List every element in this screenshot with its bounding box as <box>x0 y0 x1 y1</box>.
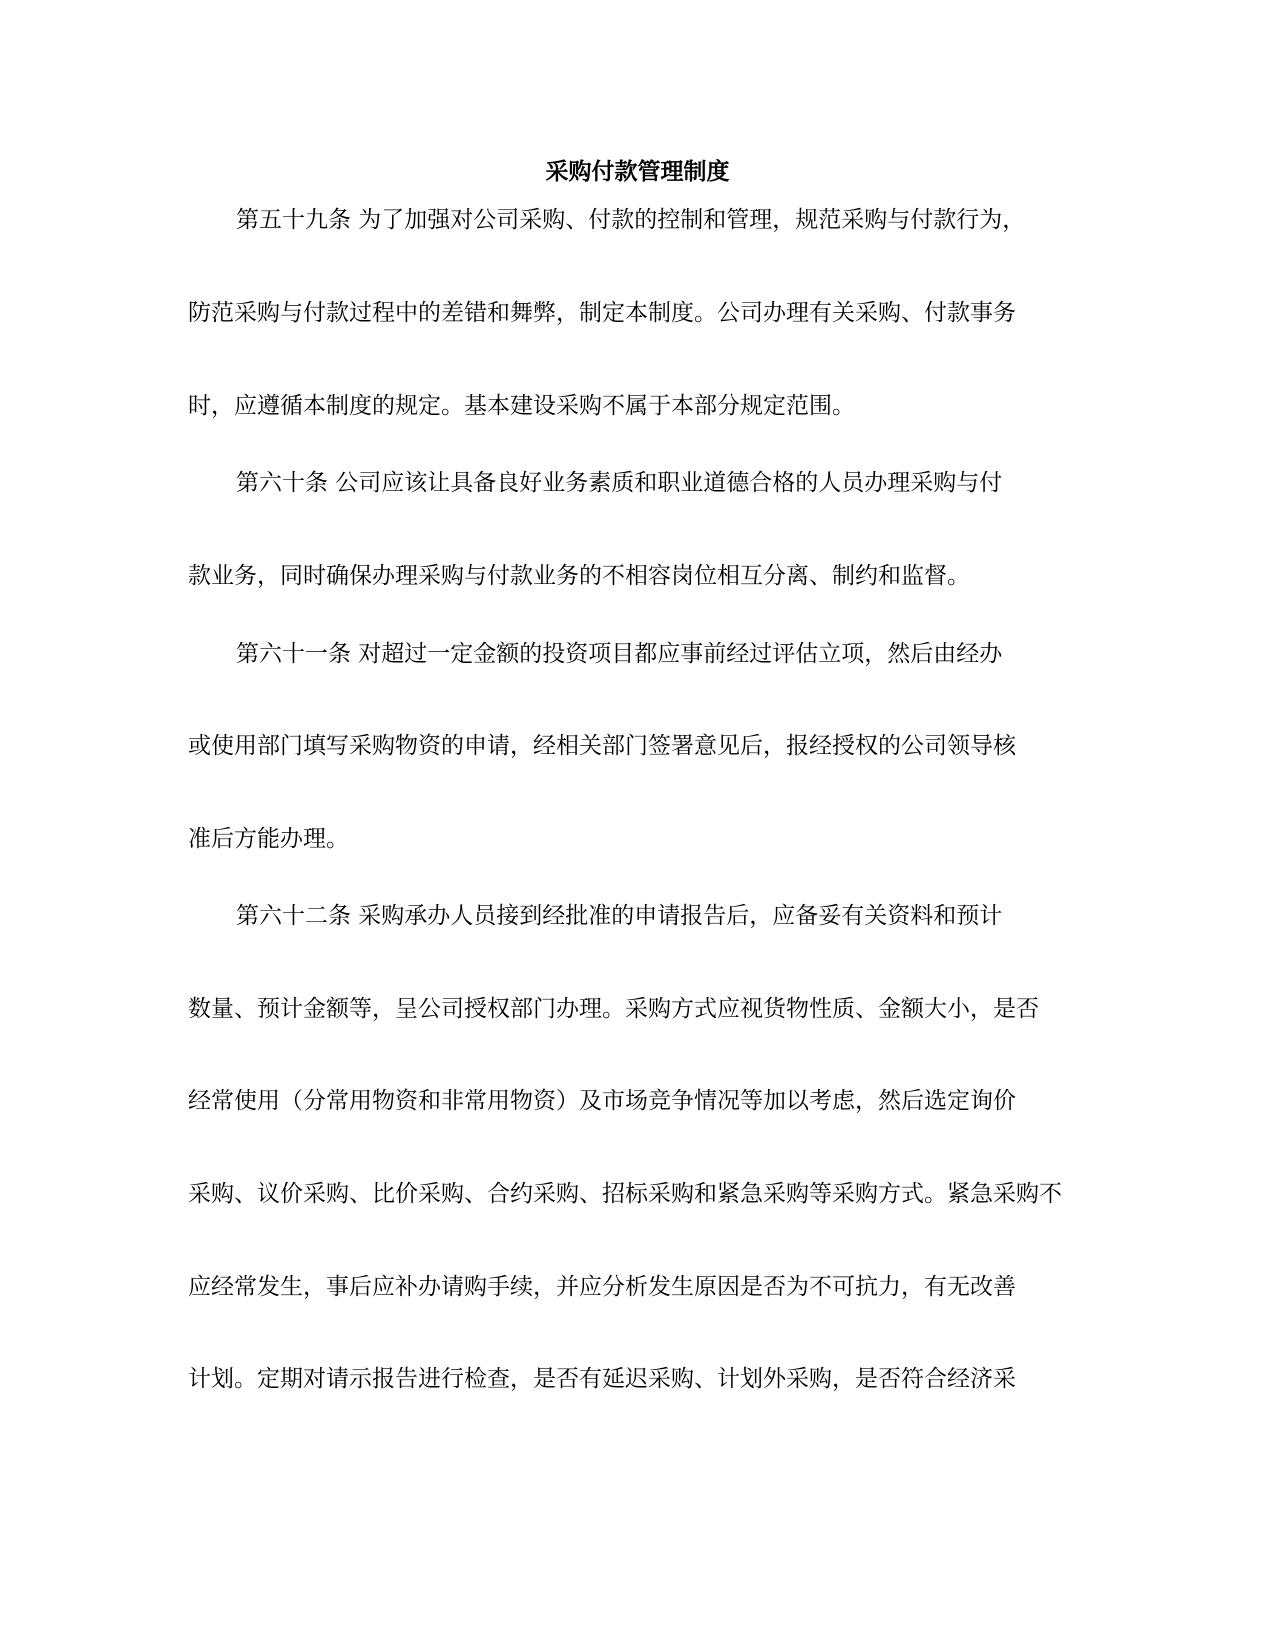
article-59-line-3: 时，应遵循本制度的规定。基本建设采购不属于本部分规定范围。 <box>188 393 855 419</box>
article-62-line-5: 应经常发生，事后应补办请购手续，并应分析发生原因是否为不可抗力，有无改善 <box>188 1274 1016 1300</box>
article-62-line-2: 数量、预计金额等，呈公司授权部门办理。采购方式应视货物性质、金额大小，是否 <box>188 996 1039 1022</box>
article-59-line-1: 第五十九条 为了加强对公司采购、付款的控制和管理，规范采购与付款行为， <box>236 207 1026 233</box>
article-62-line-3: 经常使用（分常用物资和非常用物资）及市场竞争情况等加以考虑，然后选定询价 <box>188 1088 1016 1114</box>
article-62-line-6: 计划。定期对请示报告进行检查，是否有延迟采购、计划外采购，是否符合经济采 <box>188 1366 1016 1392</box>
article-61-line-2: 或使用部门填写采购物资的申请，经相关部门签署意见后，报经授权的公司领导核 <box>188 733 1016 759</box>
article-61-line-3: 准后方能办理。 <box>188 826 349 852</box>
article-62-line-1: 第六十二条 采购承办人员接到经批准的申请报告后，应备妥有关资料和预计 <box>236 903 1003 929</box>
article-61-line-1: 第六十一条 对超过一定金额的投资项目都应事前经过评估立项，然后由经办 <box>236 641 1003 667</box>
article-60-line-2: 款业务，同时确保办理采购与付款业务的不相容岗位相互分离、制约和监督。 <box>188 563 970 589</box>
article-60-line-1: 第六十条 公司应该让具备良好业务素质和职业道德合格的人员办理采购与付 <box>236 470 1003 496</box>
article-59-line-2: 防范采购与付款过程中的差错和舞弊，制定本制度。公司办理有关采购、付款事务 <box>188 300 1016 326</box>
document-title: 采购付款管理制度 <box>545 159 730 185</box>
article-62-line-4: 采购、议价采购、比价采购、合约采购、招标采购和紧急采购等采购方式。紧急采购不 <box>188 1181 1062 1207</box>
